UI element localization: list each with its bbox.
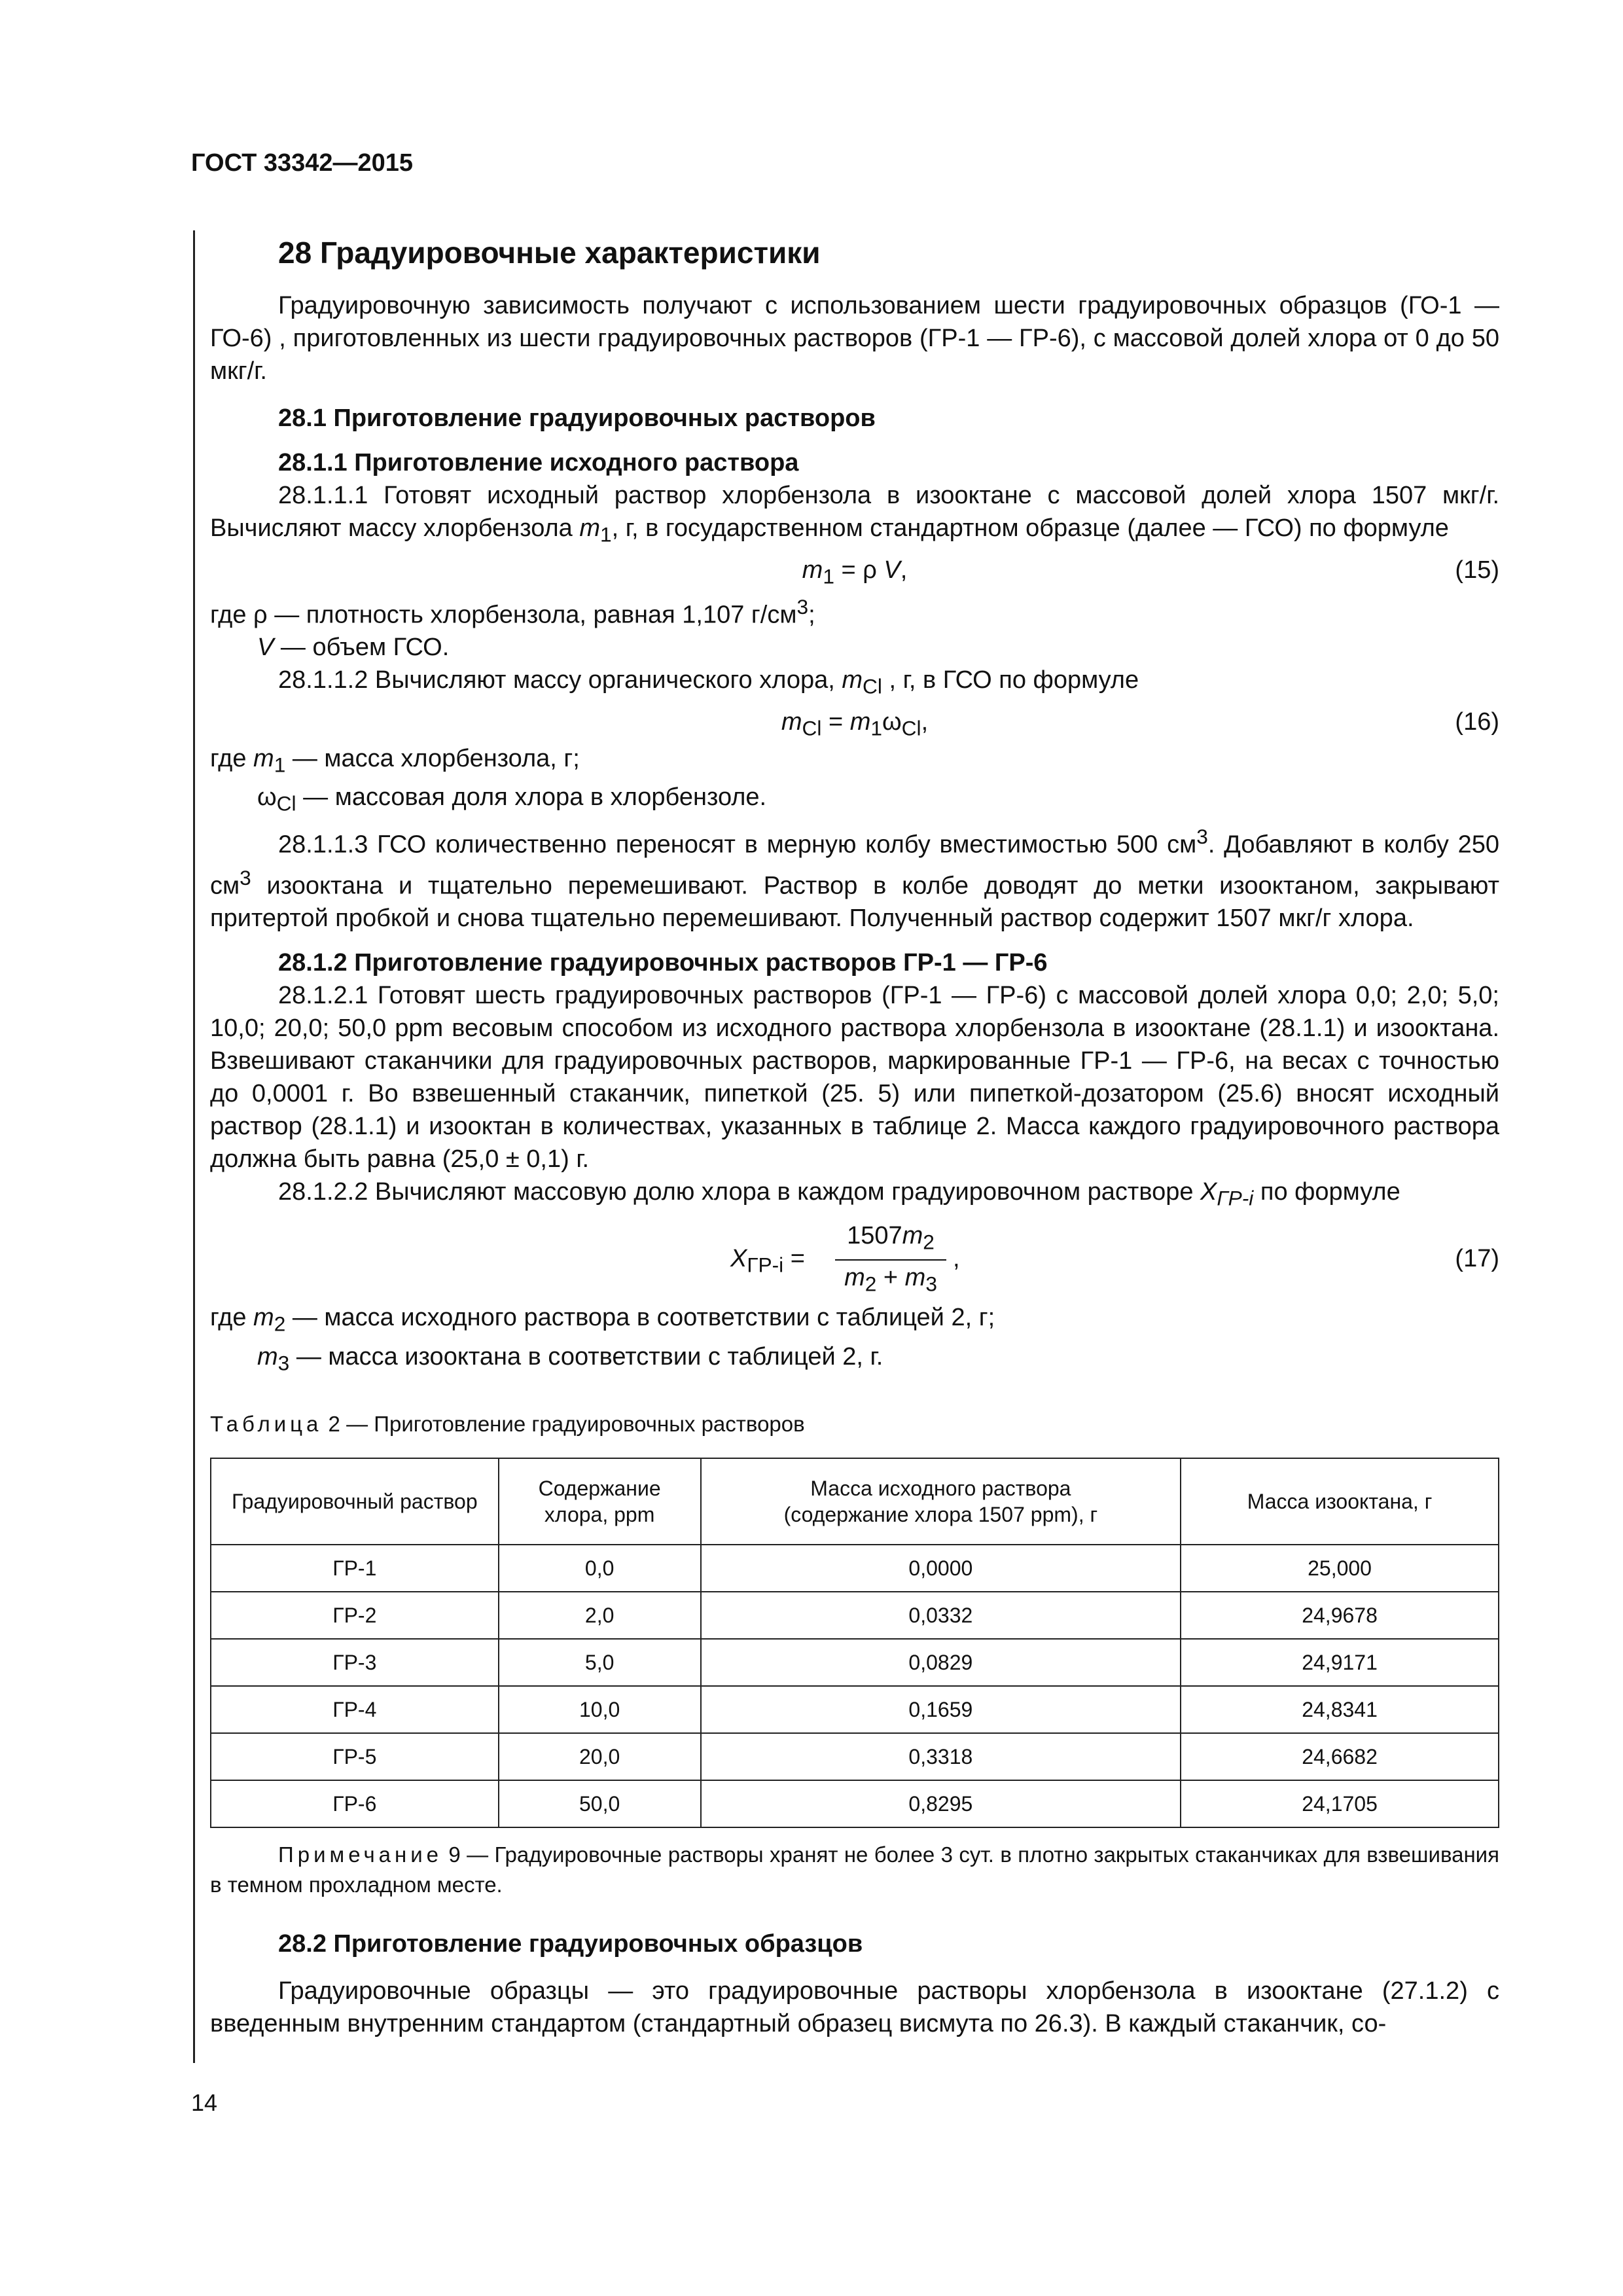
table-header: Масса изооктана, г — [1181, 1458, 1499, 1545]
table-cell: 5,0 — [499, 1639, 701, 1686]
table-cell: 0,0000 — [701, 1545, 1181, 1592]
table-cell: ГР-2 — [211, 1592, 499, 1639]
paragraph-28-1-1-1: 28.1.1.1 Готовят исходный раствор хлорбензола в изооктане с массовой долей хлора 1507 мкг/г. Вычисляют массу хлорбензола $m_1$, г, в государственном стандартном образце (далее — ГСО) по формуле — [210, 482, 1499, 547]
section-28-1-1-title: 28.1.1 Приготовление исходного раствора — [278, 449, 799, 476]
table-cell: ГР-6 — [211, 1780, 499, 1827]
table-cell: 0,8295 — [701, 1780, 1181, 1827]
table-2 — [210, 1458, 1499, 1828]
table-header: Масса исходного раствора (содержание хлора 1507 ppm), г — [701, 1458, 1181, 1545]
table-cell: ГР-5 — [211, 1733, 499, 1780]
section-28-1-title: 28.1 Приготовление градуировочных растворов — [278, 404, 876, 432]
table-cell: 24,9171 — [1181, 1639, 1499, 1686]
table-cell: 0,0829 — [701, 1639, 1181, 1686]
table-cell: 50,0 — [499, 1780, 701, 1827]
table-cell: 0,3318 — [701, 1733, 1181, 1780]
formula-15-number: (15) — [1455, 556, 1499, 584]
table-cell: ГР-4 — [211, 1686, 499, 1733]
paragraph-28-1-1-3: 28.1.1.3 ГСО количественно переносят в мерную колбу вместимостью 500 $см^3$. Добавляют в колбу 250 $см^3$ изооктана и тщательно перемешивают. Раствор в колбе доводят до метки изооктаном, закрывают притертой пробкой и снова тщательно перемешивают. Полученный раствор содержит 1507 мкг/г хлора. — [210, 825, 1499, 933]
table-2-caption: Таблица 2 — Приготовление градуировочных растворов — [210, 1412, 805, 1437]
where-v: V — объем ГСО. — [257, 634, 450, 662]
paragraph-28-1-1-2: 28.1.1.2 Вычисляют массу органического хлора, $m_{Cl}$ , г, в ГСО по формуле — [278, 666, 1139, 698]
table-header: Содержание хлора, ppm — [499, 1458, 701, 1545]
where-m3: $m_3$ — масса изооктана в соответствии с таблицей 2, г. — [257, 1342, 883, 1375]
where-omega: $\omega_{Cl}$ — массовая доля хлора в хлорбензоле. — [257, 783, 767, 816]
section-28-intro: Градуировочную зависимость получают с использованием шести градуировочных образцов (ГО-1 — ГО-6) , приготовленных из шести градуировочных растворов (ГР-1 — ГР-6), с массовой долей хлора от 0 до 50 мкг/г. — [210, 292, 1499, 385]
section-28-title: 28 Градуировочные характеристики — [278, 236, 821, 270]
formula-16: $m_{Cl} = m_1\omega_{Cl}$, (16) — [210, 703, 1499, 742]
table-cell: 0,1659 — [701, 1686, 1181, 1733]
table-row — [211, 1639, 1499, 1686]
formula-15: $m_1 = \rho$ V, (15) — [210, 551, 1499, 590]
formula-16-number: (16) — [1455, 708, 1499, 736]
where-rho: где ρ — плотность хлорбензола, равная 1,107 $г/см^3$; — [210, 594, 815, 629]
table-header-row — [211, 1458, 1499, 1545]
table-cell: 0,0332 — [701, 1592, 1181, 1639]
table-row — [211, 1733, 1499, 1780]
table-cell: ГР-3 — [211, 1639, 499, 1686]
section-28-2-paragraph: Градуировочные образцы — это градуировочные растворы хлорбензола в изооктане (27.1.2) с введенным внутренним стандартом (стандартный образец висмута по 26.3). В каждый стаканчик, со- — [210, 1977, 1499, 2038]
table-cell: 20,0 — [499, 1733, 701, 1780]
where-m2: где $m_2$ — масса исходного раствора в соответствии с таблицей 2, г; — [210, 1303, 995, 1336]
section-28-1-2-title: 28.1.2 Приготовление градуировочных растворов ГР-1 — ГР-6 — [278, 949, 1048, 977]
table-cell: 24,8341 — [1181, 1686, 1499, 1733]
table-row — [211, 1686, 1499, 1733]
table-cell: 2,0 — [499, 1592, 701, 1639]
page-content — [210, 208, 1499, 2040]
where-m1: где $m_1$ — масса хлорбензола, г; — [210, 744, 580, 777]
table-row — [211, 1592, 1499, 1639]
table-cell: 24,9678 — [1181, 1592, 1499, 1639]
section-28-2-title: 28.2 Приготовление градуировочных образцов — [278, 1930, 863, 1958]
table-cell: ГР-1 — [211, 1545, 499, 1592]
document-header: ГОСТ 33342—2015 — [191, 149, 414, 177]
paragraph-28-1-2-1: 28.1.2.1 Готовят шесть градуировочных растворов (ГР-1 — ГР-6) с массовой долей хлора 0,0; 2,0; 5,0; 10,0; 20,0; 50,0 ppm весовым способом из исходного раствора хлорбензола в изооктане (28.1.1) и изооктана. Взвешивают стаканчики для градуировочных растворов, маркированные ГР-1 — ГР-6, на весах с точностью до 0,0001 г. Во взвешенный стаканчик, пипеткой (25. 5) или пипеткой-дозатором (25.6) вносят исходный раствор (28.1.1) и изооктан в количествах, указанных в таблице 2. Масса каждого градуировочного раствора должна быть равна (25,0 ± 0,1) г. — [210, 982, 1499, 1174]
table-cell: 0,0 — [499, 1545, 701, 1592]
formula-17: $X_{ГР-i}$ = $\frac{1507m_2}{m_2 + m_3}$ , (17) — [210, 1219, 1499, 1297]
table-row — [211, 1780, 1499, 1827]
table-cell: 25,000 — [1181, 1545, 1499, 1592]
paragraph-28-1-2-2: 28.1.2.2 Вычисляют массовую долю хлора в каждом градуировочном растворе $X_{ГР-i}$ по формуле — [278, 1178, 1400, 1210]
change-bar — [193, 230, 195, 2063]
table-cell: 24,1705 — [1181, 1780, 1499, 1827]
table-header: Градуировочный раствор — [211, 1458, 499, 1545]
table-cell: 10,0 — [499, 1686, 701, 1733]
formula-17-number: (17) — [1455, 1244, 1499, 1272]
table-cell: 24,6682 — [1181, 1733, 1499, 1780]
page-number: 14 — [191, 2089, 218, 2116]
table-row — [211, 1545, 1499, 1592]
table-note: Примечание 9 — Градуировочные растворы хранят не более 3 сут. в плотно закрытых стаканчиках для взвешивания в темном прохладном месте. — [210, 1842, 1499, 1897]
